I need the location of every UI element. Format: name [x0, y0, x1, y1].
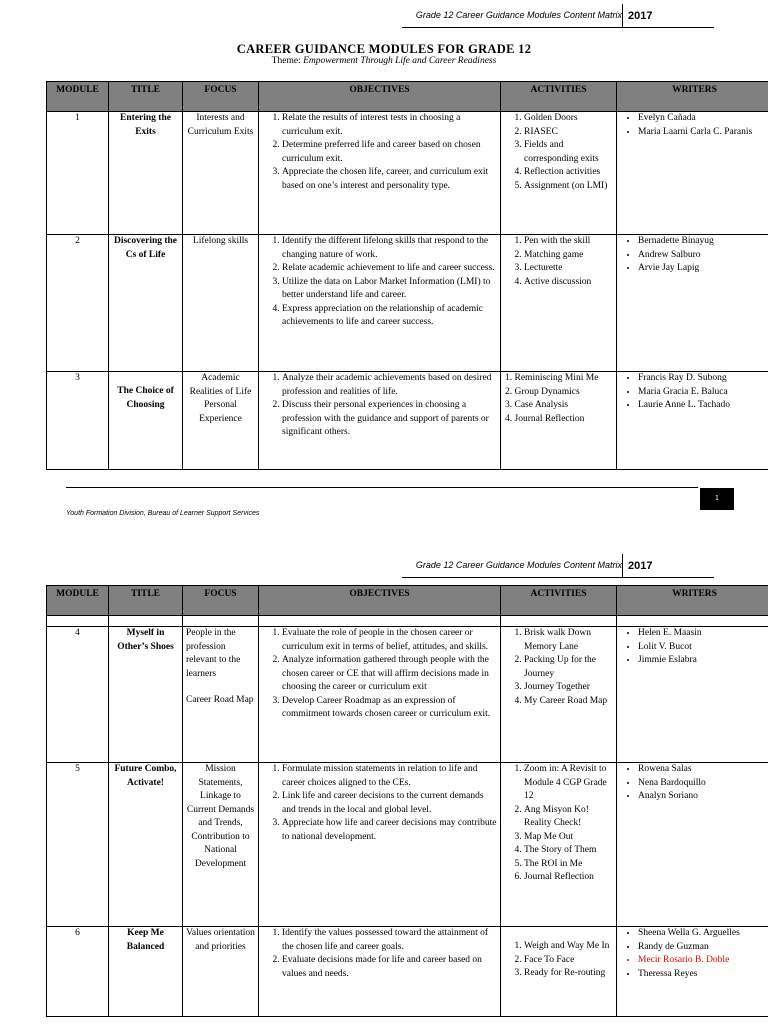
writer-item: • Lolit V. Bucot [638, 641, 768, 655]
matrix-table-page-1 [46, 81, 768, 470]
col-header-writers: WRITERS [617, 82, 768, 112]
objective-item: 2. Determine preferred life and career based on chosen curriculum exit. [282, 139, 497, 166]
table-row [47, 763, 768, 927]
activity-item: 2. Ang Misyon Ko! Reality Check! [524, 804, 613, 831]
theme-label: Theme: [271, 56, 304, 66]
module-focus [183, 372, 259, 470]
focus-line: Mission Statements, Linkage to Current Demands and Trends, Contribution to National Development [186, 764, 255, 869]
module-title: Entering the Exits [109, 112, 183, 235]
writer-item: • Maria Gracia E. Baluca [638, 386, 768, 400]
col-header-module: MODULE [47, 586, 109, 616]
activity-item: 4. Journal Reflection [505, 413, 585, 424]
module-focus [183, 112, 259, 235]
header-divider [622, 4, 623, 28]
activity-item: 1. Brisk walk Down Memory Lane [524, 627, 613, 654]
objective-item: 4. Express appreciation on the relationship of academic achievements to life and career success. [282, 303, 497, 330]
objective-item: 1. Identify the different lifelong skills that respond to the changing nature of work. [282, 235, 497, 262]
module-title: Keep Me Balanced [109, 927, 183, 1017]
footer-rule [66, 487, 698, 488]
objective-item: 1. Formulate mission statements in relation to life and career choices aligned to the CEs. [282, 763, 497, 790]
page-header [0, 550, 768, 578]
col-header-objectives: OBJECTIVES [259, 82, 501, 112]
module-activities [501, 372, 617, 470]
focus-line: Personal Experience [199, 400, 242, 424]
module-writers [617, 927, 768, 1017]
module-number: 5 [47, 763, 109, 927]
table-row [47, 627, 768, 763]
objective-item: 2. Analyze information gathered through people with the chosen career or CE that will affirm decisions made in choosing the career or curriculum exit [282, 654, 497, 695]
writer-item: • Nena Bardoquillo [638, 777, 768, 791]
activity-item: 2. Matching game [524, 249, 613, 263]
writer-item: • Francis Ray D. Subong [638, 372, 768, 386]
activity-item: 2. RIASEC [524, 126, 613, 140]
module-objectives [259, 112, 501, 235]
activity-item: 3. Journey Together [524, 681, 613, 695]
module-number: 2 [47, 235, 109, 372]
module-title: Myself in Other’s Shoes [109, 627, 183, 763]
activity-item: 4. My Career Road Map [524, 695, 613, 709]
col-header-writers: WRITERS [617, 586, 768, 616]
module-title [109, 372, 183, 470]
theme-value: Empowerment Through Life and Career Readiness [303, 56, 497, 66]
table-row [47, 112, 768, 235]
writer-item: • Maria Laarni Carla C. Paranis [638, 126, 768, 140]
focus-line: Lifelong skills [192, 236, 249, 246]
footer-text: Youth Formation Division, Bureau of Learner Support Services [66, 510, 260, 517]
module-writers [617, 235, 768, 372]
activity-item: 1. Weigh and Way Me In [524, 940, 613, 954]
module-focus [183, 763, 259, 927]
module-focus [183, 627, 259, 763]
objective-item: 1. Relate the results of interest tests in choosing a curriculum exit. [282, 112, 497, 139]
objective-item: 2. Discuss their personal experiences in choosing a profession with the guidance and support of parents or significant others. [282, 399, 497, 440]
module-activities [501, 927, 617, 1017]
col-header-activities: ACTIVITIES [501, 82, 617, 112]
col-header-objectives: OBJECTIVES [259, 586, 501, 616]
writer-item: • Andrew Salburo [638, 249, 768, 263]
focus-line: Values orientation and priorities [186, 928, 255, 952]
objective-item: 3. Develop Career Roadmap as an expression of commitment towards chosen career or curriculum exit. [282, 695, 497, 722]
writer-item: • Randy de Guzman [638, 941, 768, 955]
module-number: 4 [47, 627, 109, 763]
activity-item: 5. Assignment (on LMI) [524, 180, 613, 194]
module-title: Discovering the Cs of Life [109, 235, 183, 372]
activity-item: 3. Map Me Out [524, 831, 613, 845]
table-row [47, 372, 768, 470]
table-row [47, 927, 768, 1017]
focus-line: Interests and Curriculum Exits [187, 113, 254, 137]
activity-item: 3. Case Analysis [505, 400, 569, 410]
activity-item: 3. Fields and corresponding exits [524, 139, 613, 166]
focus-line: Career Road Map [186, 695, 254, 705]
module-writers [617, 763, 768, 927]
activity-item: 1. Reminiscing Mini Me [505, 373, 599, 383]
writer-item: • Rowena Salas [638, 763, 768, 777]
objective-item: 2. Evaluate decisions made for life and career based on values and needs. [282, 954, 497, 981]
writer-item: • Sheena Wella G. Arguelles [638, 927, 768, 941]
module-activities [501, 235, 617, 372]
activity-item: 4. Reflection activities [524, 166, 613, 180]
writer-item: • Helen E. Maasin [638, 627, 768, 641]
module-focus [183, 235, 259, 372]
writer-item: • Mecir Rosario B. Doble [638, 954, 768, 968]
module-activities [501, 763, 617, 927]
module-writers [617, 627, 768, 763]
objective-item: 3. Utilize the data on Labor Market Information (LMI) to better understand life and career. [282, 276, 497, 303]
module-number: 1 [47, 112, 109, 235]
module-number: 6 [47, 927, 109, 1017]
focus-line: Academic Realities of Life [189, 373, 252, 397]
header-text: Grade 12 Career Guidance Modules Content Matrix [415, 10, 622, 20]
header-rule [402, 27, 714, 28]
activity-item: 4. The Story of Them [524, 844, 613, 858]
activity-item: 3. Lecturette [524, 262, 613, 276]
module-title: Future Combo, Activate! [109, 763, 183, 927]
writer-item: • Analyn Soriano [638, 790, 768, 804]
objective-item: 2. Link life and career decisions to the current demands and trends in the local and global level. [282, 790, 497, 817]
document-theme [0, 56, 768, 66]
writer-item: • Evelyn Cañada [638, 112, 768, 126]
table-header-row [47, 586, 768, 616]
activity-item: 1. Pen with the skill [524, 235, 613, 249]
activity-item: 2. Face To Face [524, 954, 613, 968]
activity-item: 2. Packing Up for the Journey [524, 654, 613, 681]
module-number: 3 [47, 372, 109, 470]
header-year: 2017 [628, 10, 653, 22]
page-header [0, 0, 768, 28]
writer-item: • Arvie Jay Lapig [638, 262, 768, 276]
activity-item: 5. The ROI in Me [524, 858, 613, 872]
activity-item: 1. Zoom in: A Revisit to Module 4 CGP Grade 12 [524, 763, 613, 804]
page-number-box: 1 [700, 488, 734, 510]
activity-item: 1. Golden Doors [524, 112, 613, 126]
matrix-table-page-2 [46, 585, 768, 1017]
objective-item: 1. Identify the values possessed toward the attainment of the chosen life and career goals. [282, 927, 497, 954]
writer-item: • Jimmie Eslabra [638, 654, 768, 668]
module-focus [183, 927, 259, 1017]
col-header-activities: ACTIVITIES [501, 586, 617, 616]
objective-item: 1. Evaluate the role of people in the chosen career or curriculum exit in terms of belief, attitudes, and skills. [282, 627, 497, 654]
header-divider [622, 554, 623, 578]
activity-item: 4. Active discussion [524, 276, 613, 290]
module-objectives [259, 372, 501, 470]
module-objectives [259, 927, 501, 1017]
header-text: Grade 12 Career Guidance Modules Content Matrix [415, 560, 622, 570]
header-year: 2017 [628, 560, 653, 572]
module-title-text: The Choice of Choosing [117, 386, 174, 410]
table-header-row [47, 82, 768, 112]
module-activities [501, 112, 617, 235]
table-spacer-row [47, 616, 768, 627]
module-activities [501, 627, 617, 763]
objective-item: 1. Analyze their academic achievements based on desired profession and realities of life. [282, 372, 497, 399]
col-header-focus: FOCUS [183, 586, 259, 616]
objective-item: 3. Appreciate the chosen life, career, and curriculum exit based on one’s interest and personality type. [282, 166, 497, 193]
writer-item: • Laurie Anne L. Tachado [638, 399, 768, 413]
objective-item: 3. Appreciate how life and career decisions may contribute to national development. [282, 817, 497, 844]
module-writers [617, 372, 768, 470]
table-row [47, 235, 768, 372]
col-header-module: MODULE [47, 82, 109, 112]
module-writers [617, 112, 768, 235]
writer-item: • Bernadette Binayug [638, 235, 768, 249]
activity-item: 3. Ready for Re-routing [524, 967, 613, 981]
module-objectives [259, 763, 501, 927]
writer-item: • Theressa Reyes [638, 968, 768, 982]
module-objectives [259, 627, 501, 763]
activity-item: 2. Group Dynamics [505, 386, 580, 397]
objective-item: 2. Relate academic achievement to life and career success. [282, 262, 497, 276]
module-objectives [259, 235, 501, 372]
col-header-title: TITLE [109, 586, 183, 616]
col-header-focus: FOCUS [183, 82, 259, 112]
focus-line: People in the profession relevant to the learners [186, 628, 241, 679]
document-title: CAREER GUIDANCE MODULES FOR GRADE 12 [236, 42, 532, 56]
activity-item: 6. Journal Reflection [524, 871, 613, 885]
col-header-title: TITLE [109, 82, 183, 112]
header-rule [402, 577, 714, 578]
